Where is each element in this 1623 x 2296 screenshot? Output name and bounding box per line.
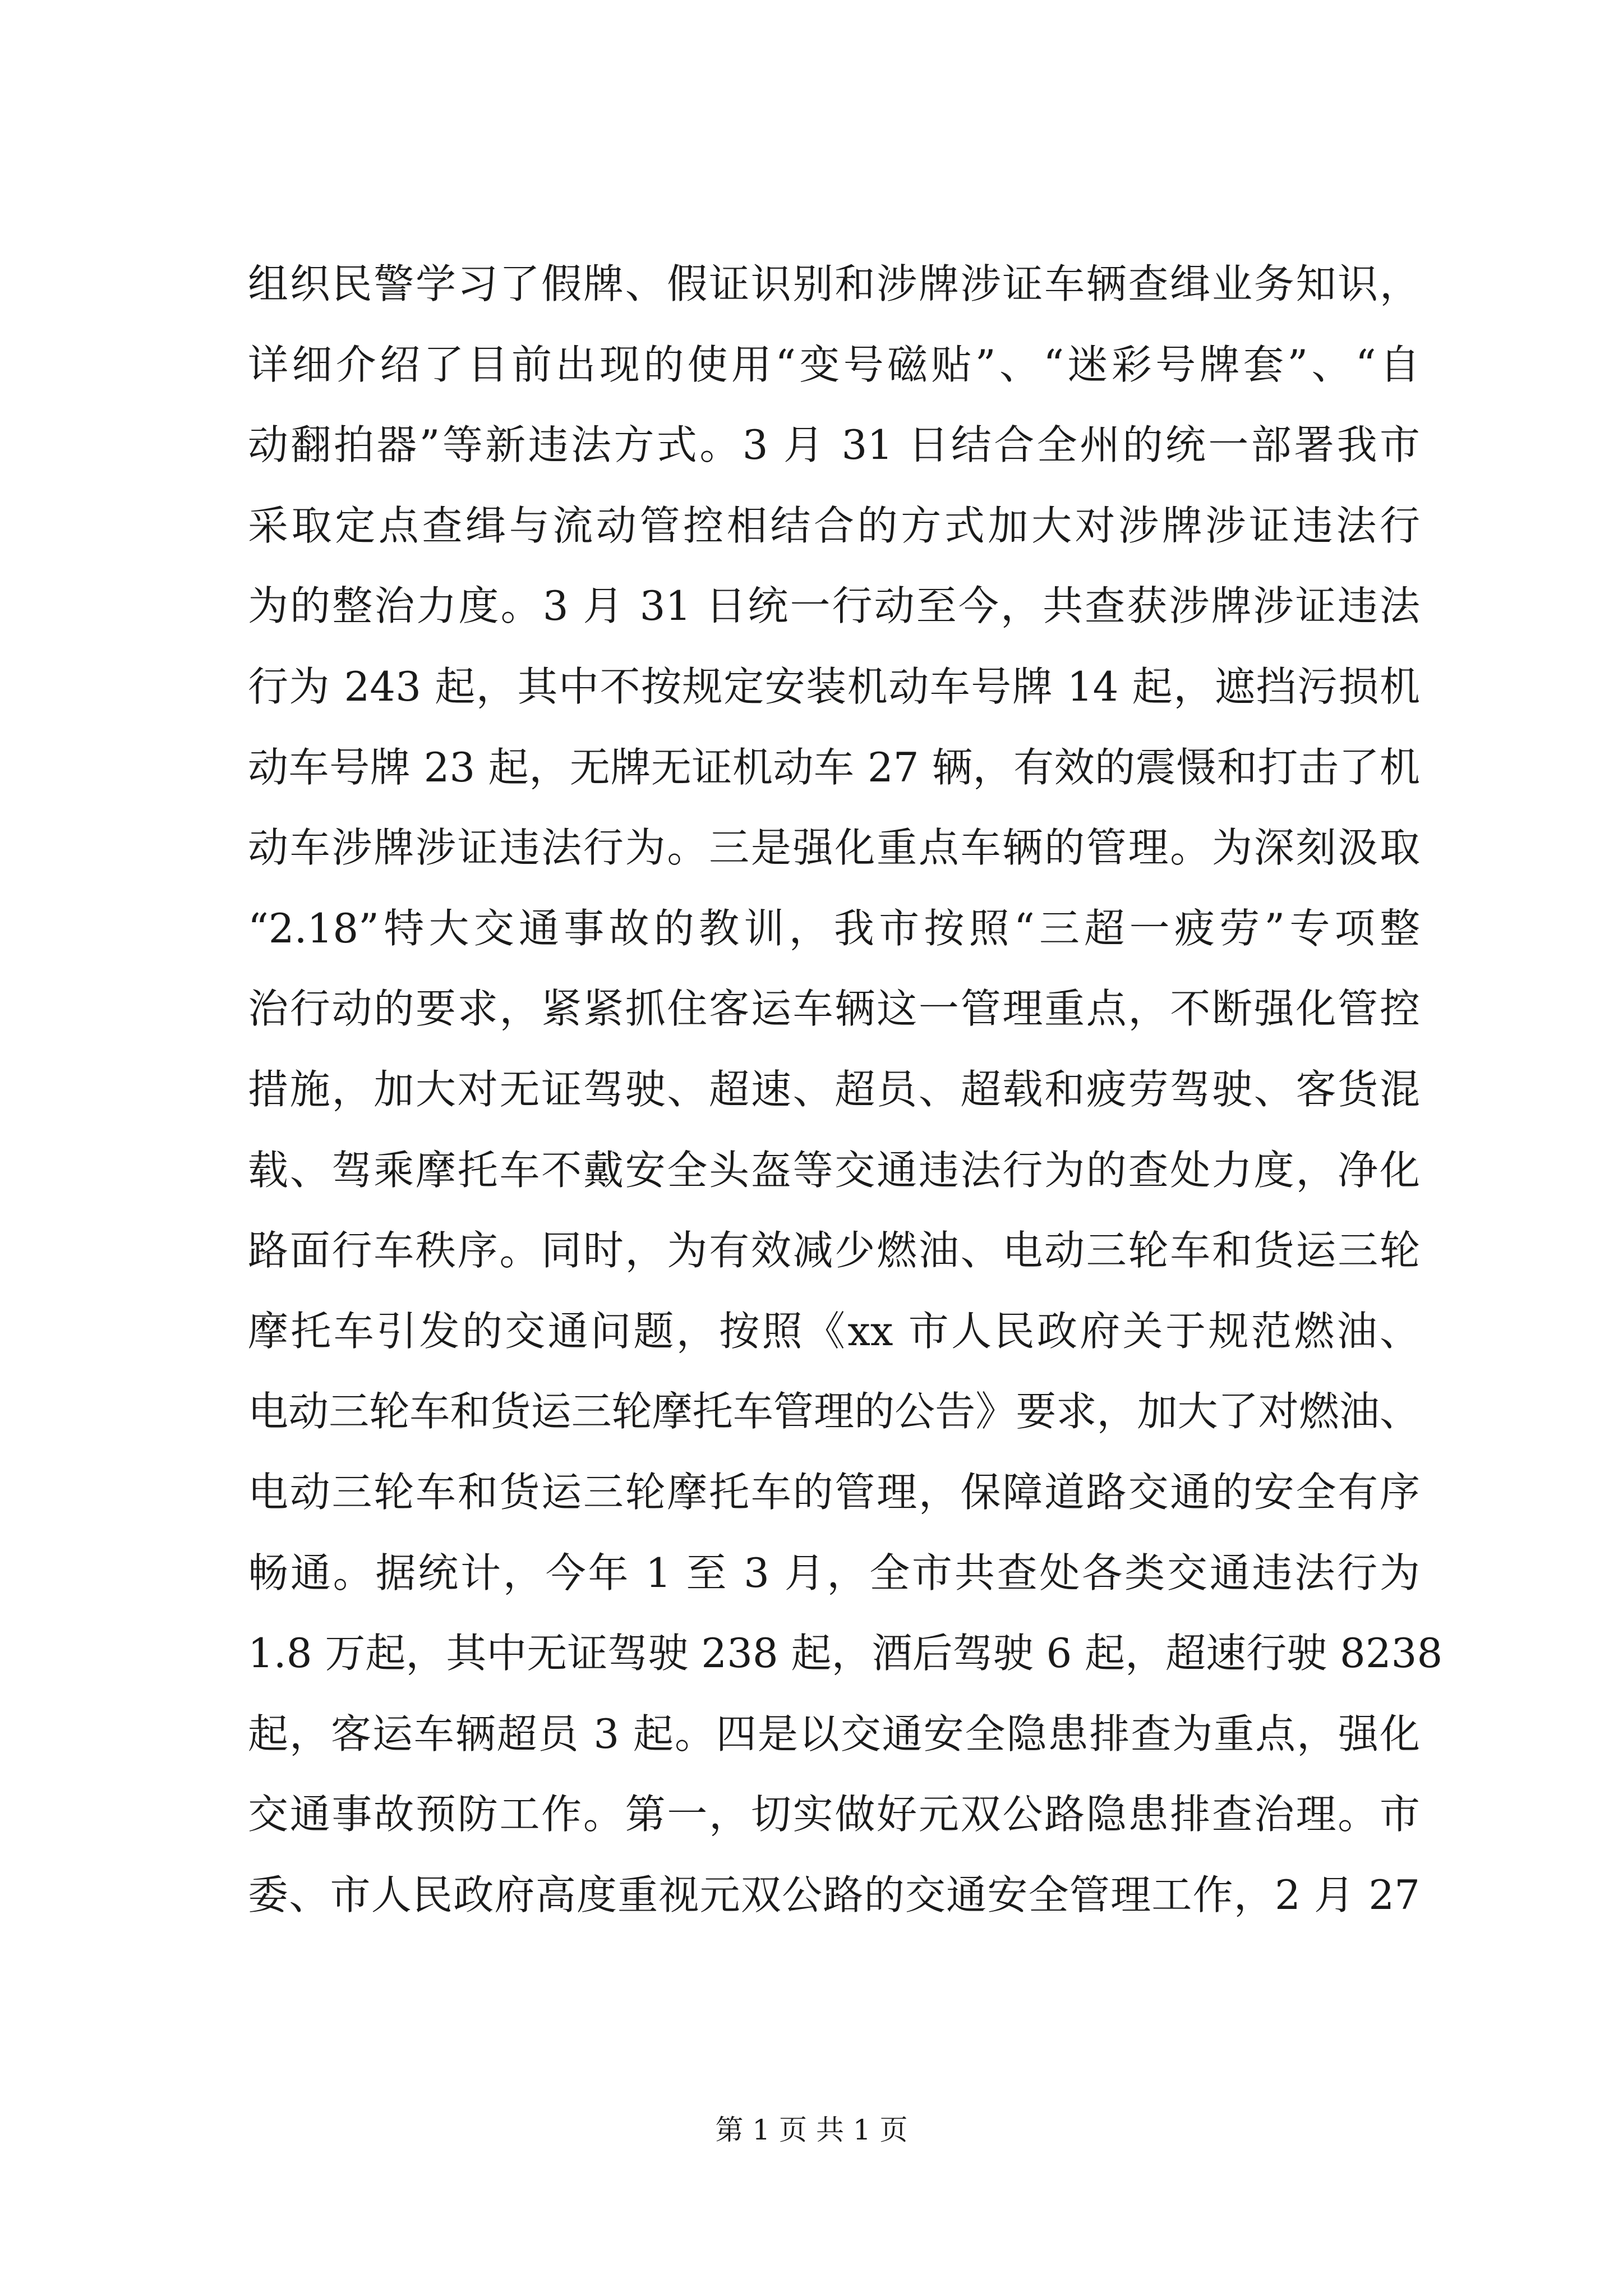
- text-line: 电动三轮车和货运三轮摩托车的管理，保障道路交通的安全有序: [248, 1468, 1420, 1516]
- text-line: 摩托车引发的交通问题，按照《xx 市人民政府关于规范燃油、: [248, 1307, 1420, 1355]
- text-line: 电动三轮车和货运三轮摩托车管理的公告》要求，加大了对燃油、: [248, 1388, 1420, 1435]
- text-line: 动车涉牌涉证违法行为。三是强化重点车辆的管理。为深刻汲取: [248, 824, 1420, 872]
- text-line: 动翻拍器”等新违法方式。3 月 31 日结合全州的统一部署我市: [248, 421, 1420, 469]
- text-line: 委、市人民政府高度重视元双公路的交通安全管理工作，2 月 27: [248, 1871, 1420, 1918]
- page-footer: [0, 2112, 1623, 2148]
- body-text: [248, 257, 1443, 1948]
- text-line: 起，客运车辆超员 3 起。四是以交通安全隐患排查为重点，强化: [248, 1710, 1420, 1757]
- text-line: “2.18”特大交通事故的教训，我市按照“三超一疲劳”专项整: [248, 904, 1420, 952]
- text-line: 载、驾乘摩托车不戴安全头盔等交通违法行为的查处力度，净化: [248, 1146, 1420, 1194]
- text-line: 治行动的要求，紧紧抓住客运车辆这一管理重点，不断强化管控: [248, 985, 1420, 1033]
- text-line: 为的整治力度。3 月 31 日统一行动至今，共查获涉牌涉证违法: [248, 582, 1420, 630]
- text-line: 路面行车秩序。同时，为有效减少燃油、电动三轮车和货运三轮: [248, 1227, 1420, 1274]
- text-line: 行为 243 起，其中不按规定安装机动车号牌 14 起，遮挡污损机: [248, 662, 1420, 710]
- text-line: 采取定点查缉与流动管控相结合的方式加大对涉牌涉证违法行: [248, 501, 1420, 549]
- text-line: 动车号牌 23 起，无牌无证机动车 27 辆，有效的震慑和打击了机: [248, 743, 1420, 791]
- text-line: 畅通。据统计，今年 1 至 3 月，全市共查处各类交通违法行为: [248, 1549, 1420, 1596]
- text-line: 1.8 万起，其中无证驾驶 238 起，酒后驾驶 6 起，超速行驶 8238: [248, 1630, 1443, 1677]
- text-line: 措施，加大对无证驾驶、超速、超员、超载和疲劳驾驶、客货混: [248, 1065, 1420, 1113]
- text-line: 组织民警学习了假牌、假证识别和涉牌涉证车辆查缉业务知识，: [248, 260, 1420, 307]
- text-line: 交通事故预防工作。第一，切实做好元双公路隐患排查治理。市: [248, 1791, 1420, 1838]
- text-line: 详细介绍了目前出现的使用“变号磁贴”、“迷彩号牌套”、“自: [248, 341, 1420, 388]
- page-number-label: 第 1 页 共 1 页: [715, 2114, 908, 2146]
